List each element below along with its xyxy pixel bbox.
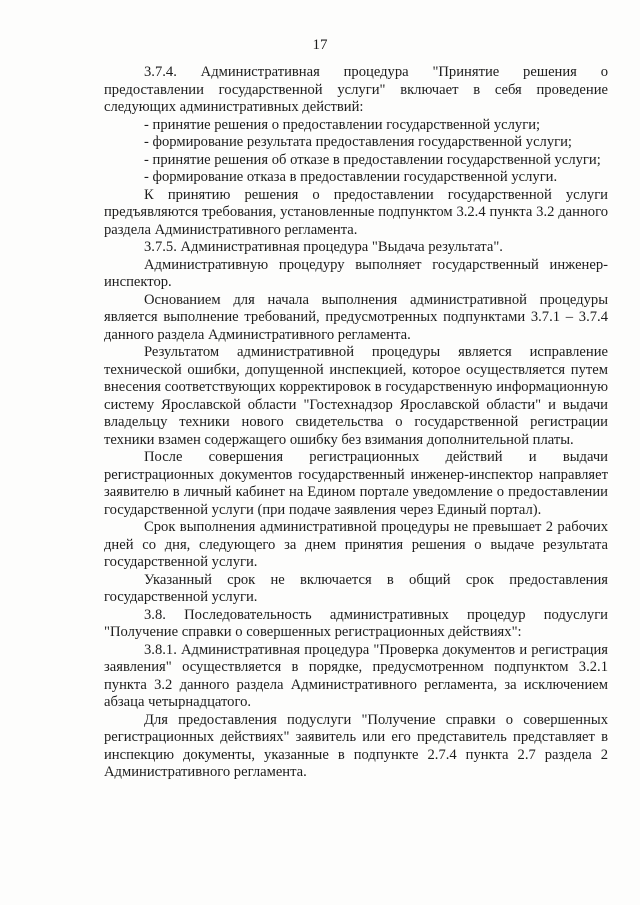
list-item: - формирование результата предоставления государственной услуги; — [144, 134, 572, 150]
paragraph: Административную процедуру выполняет государственный инженер-инспектор. — [104, 256, 608, 290]
paragraph: К принятию решения о предоставлении государственной услуги предъявляются требования, установленные подпунктом 3.2.4 пункта 3.2 данного раздела Административного регламента. — [104, 186, 608, 238]
paragraph: Результатом административной процедуры является исправление технической ошибки, допущенной инспекцией, которое осуществляется путем внесения соответствующих корректировок в государственную информационную систему Ярославской области "Гостехнадзор Ярославской области" и выдачи владельцу техники нового свидетельства о государственной регистрации техники взамен содержащего ошибку без взимания дополнительной платы. — [104, 344, 608, 448]
paragraph: 3.8. Последовательность административных процедур подуслуги "Получение справки о совершенных регистрационных действиях": — [104, 606, 608, 640]
list-item: - принятие решения об отказе в предоставлении государственной услуги; — [144, 151, 601, 168]
document-body — [104, 64, 608, 782]
list-item: - формирование отказа в предоставлении государственной услуги. — [144, 169, 558, 185]
paragraph: 3.8.1. Административная процедура "Проверка документов и регистрация заявления" осуществляется в порядке, предусмотренном подпунктом 3.2.1 пункта 3.2 данного раздела Административного регламента, за исключением абзаца четырнадцатого. — [104, 641, 608, 710]
paragraph: Указанный срок не включается в общий срок предоставления государственной услуги. — [104, 571, 608, 605]
paragraph: 3.7.5. Административная процедура "Выдача результата". — [144, 239, 503, 255]
paragraph: 3.7.4. Административная процедура "Принятие решения о предоставлении государственной услуги" включает в себя проведение следующих административных действий: — [104, 64, 608, 115]
paragraph: Для предоставления подуслуги "Получение справки о совершенных регистрационных действиях" заявитель или его представитель представляет в инспекцию документы, указанные в подпункте 2.7.4 пункта 2.7 раздела 2 Административного регламента. — [104, 711, 608, 780]
paragraph: После совершения регистрационных действий и выдачи регистрационных документов государственный инженер-инспектор направляет заявителю в личный кабинет на Едином портале уведомление о предоставлении государственной услуги (при подаче заявления через Единый портал). — [104, 449, 608, 518]
paragraph: Срок выполнения административной процедуры не превышает 2 рабочих дней со дня, следующего за днем принятия решения о выдаче результата государственной услуги. — [104, 519, 608, 570]
paragraph: Основанием для начала выполнения административной процедуры является выполнение требований, предусмотренных подпунктами 3.7.1 – 3.7.4 данного раздела Административного регламента. — [104, 291, 608, 343]
list-item: - принятие решения о предоставлении государственной услуги; — [144, 116, 541, 133]
page-number: 17 — [312, 37, 328, 53]
